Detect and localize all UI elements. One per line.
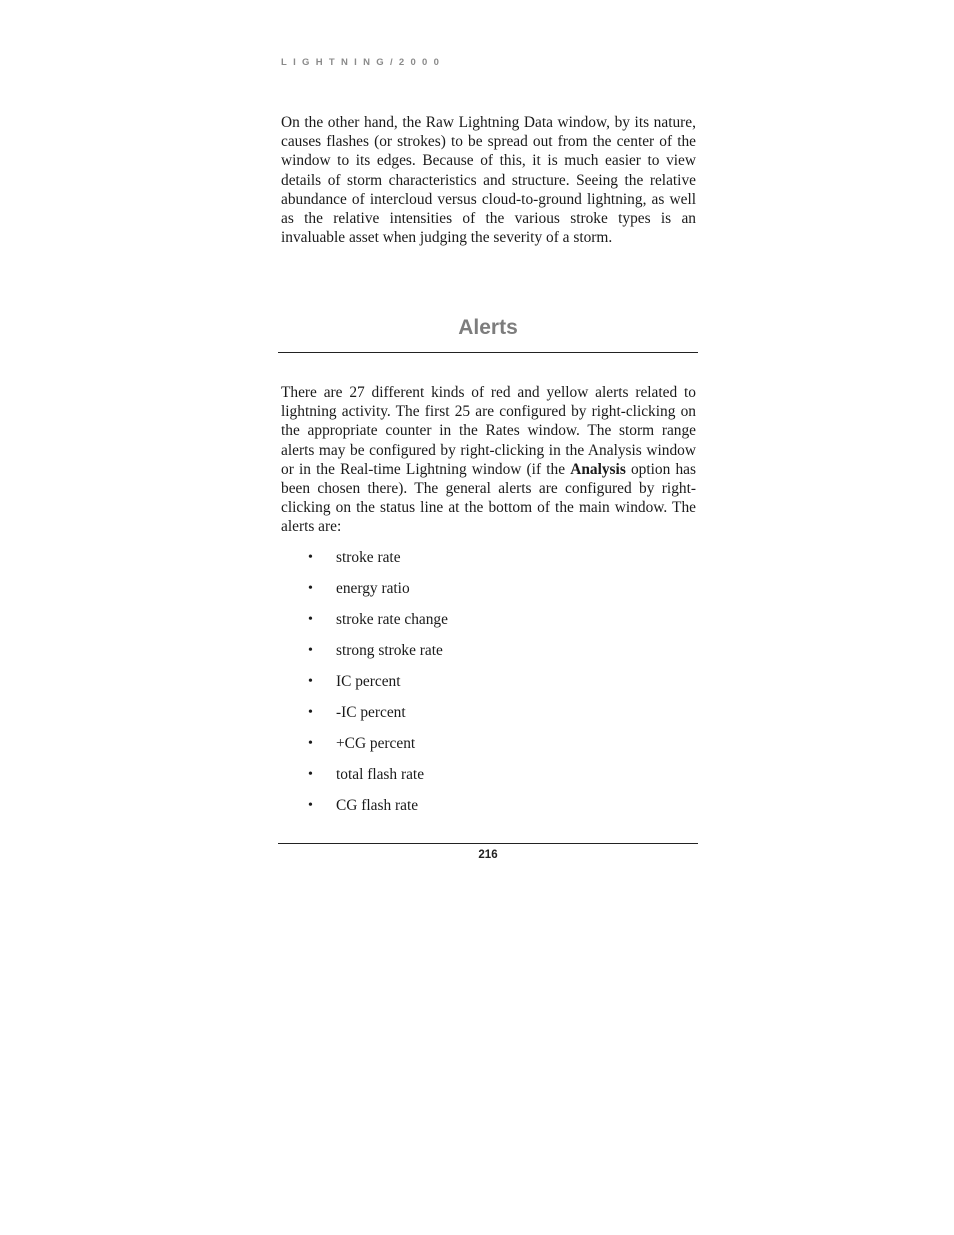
intro-paragraph: On the other hand, the Raw Lightning Data window, by its nature, causes flashes (or strokes) to be spread out from the center of the window to its edges. Because of this, it is much easier to view details of storm characteristics and structure. Seeing the relative abundance of intercloud versus cloud-to-ground lightning, as well as the relative intensities of the various stroke types is an invaluable asset when judging the severity of a storm.: [281, 114, 696, 247]
analysis-option-term: Analysis: [570, 460, 626, 478]
alert-name: +CG percent: [336, 735, 416, 752]
alerts-paragraph-text-start: There are 27 different kinds of red and yellow alerts related to lightning activity. The first 25 are configured by right-clicking on the appropriate counter in the Rates window. The storm range alerts may be configured by right-clicking in the Analysis window or in the Real-time Lightning window (if the: [281, 384, 696, 478]
page-number: 216: [478, 849, 498, 861]
bullet-marker: •: [308, 705, 313, 720]
alerts-paragraph-text-end: option has been chosen there). The general alerts are configured by right-clicking on the status line at the bottom of the main window. The alerts are:: [281, 460, 697, 536]
bullet-marker: •: [308, 612, 313, 627]
bullet-marker: •: [308, 674, 313, 689]
bullet-marker: •: [308, 581, 313, 596]
footer-rule: [278, 843, 698, 844]
section-heading: Alerts: [458, 316, 518, 339]
alert-name: strong stroke rate: [336, 642, 443, 659]
alert-name: IC percent: [336, 673, 401, 690]
heading-rule: [278, 352, 698, 353]
alerts-paragraph: [281, 383, 696, 537]
bullet-marker: •: [308, 736, 313, 751]
alert-name: energy ratio: [336, 580, 410, 597]
alert-name: stroke rate: [336, 549, 401, 566]
bullet-marker: •: [308, 550, 313, 565]
alert-name: -IC percent: [336, 704, 406, 721]
running-header: LIGHTNING/2000: [281, 57, 446, 68]
alert-name: CG flash rate: [336, 797, 419, 814]
alert-name: total flash rate: [336, 766, 425, 783]
bullet-marker: •: [308, 643, 313, 658]
bullet-marker: •: [308, 767, 313, 782]
bullet-marker: •: [308, 798, 313, 813]
alert-name: stroke rate change: [336, 611, 448, 628]
